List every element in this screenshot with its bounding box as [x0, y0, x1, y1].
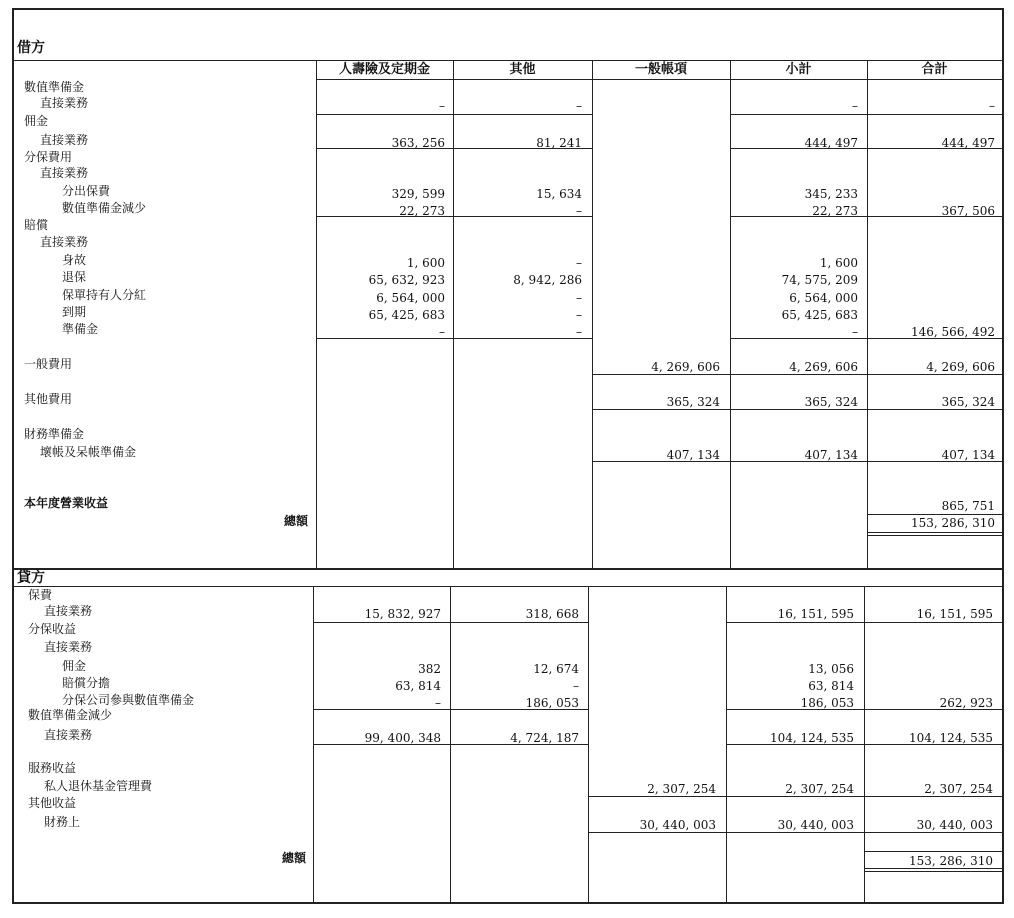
header-rule-top: [14, 60, 1002, 61]
cell-rule: [316, 114, 592, 115]
credit-row-label: 直接業務: [44, 604, 93, 618]
debit-cell-col3: –: [852, 325, 858, 339]
debit-cell-col0: 6, 564, 000: [376, 291, 445, 305]
cell-rule: [726, 622, 1002, 623]
credit-cell-col1: 4, 724, 187: [510, 731, 579, 745]
debit-row-label: 財務準備金: [24, 427, 85, 441]
credit-cell-col1: 186, 053: [525, 696, 579, 710]
debit-cell-col0: 22, 273: [399, 204, 445, 218]
debit-cell-col1: –: [576, 325, 582, 339]
debit-cell-col3: 345, 233: [804, 187, 858, 201]
total-underline: [864, 868, 1002, 869]
credit-row-label: 佣金: [62, 659, 87, 673]
credit-row-label: 私人退休基金管理費: [44, 779, 153, 793]
col-rule: [588, 586, 589, 902]
debit-row-label: 數值準備金: [24, 80, 85, 94]
credit-section-label: 貸方: [17, 570, 45, 586]
credit-cell-col2: 2, 307, 254: [647, 782, 716, 796]
debit-row-label: 直接業務: [40, 235, 89, 249]
credit-row-label: 分保收益: [28, 622, 77, 636]
debit-row-label: 佣金: [24, 114, 49, 128]
debit-cell-col4: 146, 566, 492: [911, 325, 995, 339]
cell-rule: [867, 514, 1002, 515]
debit-cell-col2: 365, 324: [666, 395, 720, 409]
credit-cell-col4: 262, 923: [939, 696, 993, 710]
debit-cell-col3: –: [852, 99, 858, 113]
total-underline: [867, 535, 1002, 536]
debit-row-label: 直接業務: [40, 96, 89, 110]
debit-row-label: 其他費用: [24, 392, 73, 406]
credit-cell-col3: 16, 151, 595: [777, 607, 854, 621]
debit-cell-col3: 365, 324: [804, 395, 858, 409]
debit-row-label: 到期: [62, 305, 87, 319]
cell-rule: [588, 832, 1002, 833]
debit-cell-col3: 4, 269, 606: [789, 360, 858, 374]
credit-cell-col0: 15, 832, 927: [364, 607, 441, 621]
credit-cell-col4: 30, 440, 003: [916, 818, 993, 832]
credit-row-label: 財務上: [44, 815, 81, 829]
debit-cell-col1: –: [576, 256, 582, 270]
credit-row-label: 數值準備金減少: [28, 708, 113, 722]
frame-top: [12, 8, 1004, 10]
credit-row-label: 其他收益: [28, 796, 77, 810]
debit-cell-col1: 81, 241: [536, 136, 582, 150]
debit-row-label: 分出保費: [62, 184, 111, 198]
debit-row-label: 保單持有人分紅: [62, 288, 147, 302]
cell-rule: [313, 622, 588, 623]
debit-cell-col1: 15, 634: [536, 187, 582, 201]
debit-cell-col3: 6, 564, 000: [789, 291, 858, 305]
debit-row-label: 直接業務: [40, 133, 89, 147]
debit-cell-col3: 407, 134: [804, 448, 858, 462]
debit-cell-col0: 65, 632, 923: [368, 273, 445, 287]
credit-cell-col3: 13, 056: [808, 662, 854, 676]
credit-cell-col0: 99, 400, 348: [364, 731, 441, 745]
debit-cell-col3: 1, 600: [819, 256, 858, 270]
debit-cell-col3: 22, 273: [812, 204, 858, 218]
debit-cell-col2: 4, 269, 606: [651, 360, 720, 374]
debit-row-label: 準備金: [62, 322, 99, 336]
credit-cell-col0: –: [435, 696, 441, 710]
debit-cell-col1: –: [576, 204, 582, 218]
header-life-insurance: 人壽險及定期金: [338, 62, 430, 77]
credit-cell-col4: 104, 124, 535: [909, 731, 993, 745]
credit-row-label: 直接業務: [44, 728, 93, 742]
debit-cell-col0: 329, 599: [391, 187, 445, 201]
credit-cell-col0: 63, 814: [395, 679, 441, 693]
credit-cell-col3: 104, 124, 535: [770, 731, 854, 745]
credit-row-label: 直接業務: [44, 640, 93, 654]
frame-right: [1002, 8, 1004, 904]
total-underline: [867, 532, 1002, 533]
debit-total-label: 總額: [284, 514, 309, 528]
debit-cell-col3: 65, 425, 683: [781, 308, 858, 322]
debit-cell-col1: –: [576, 308, 582, 322]
credit-row-label: 保費: [28, 588, 53, 602]
debit-cell-col4: 367, 506: [941, 204, 995, 218]
debit-cell-col4: 865, 751: [941, 499, 995, 513]
cell-rule: [730, 114, 1002, 115]
frame-left: [12, 8, 14, 904]
credit-header-rule: [14, 586, 1002, 587]
debit-row-label: 分保費用: [24, 150, 73, 164]
debit-cell-col0: 363, 256: [391, 136, 445, 150]
debit-cell-col1: –: [576, 291, 582, 305]
header-rule-bottom: [316, 79, 1002, 80]
credit-cell-col3: 186, 053: [800, 696, 854, 710]
header-general-account: 一般帳項: [634, 62, 687, 77]
debit-row-label: 賠償: [24, 218, 49, 232]
col-rule: [592, 60, 593, 568]
debit-row-label: 身故: [62, 253, 87, 267]
debit-row-label: 退保: [62, 270, 87, 284]
debit-cell-col1: –: [576, 99, 582, 113]
credit-cell-col1: –: [573, 679, 579, 693]
credit-row-label: 分保公司參與數值準備金: [62, 693, 195, 707]
section-divider: [14, 568, 1002, 570]
debit-cell-col2: 407, 134: [666, 448, 720, 462]
credit-cell-col2: 30, 440, 003: [639, 818, 716, 832]
header-total: 合計: [921, 62, 948, 77]
debit-row-label: 直接業務: [40, 166, 89, 180]
credit-total-label: 總額: [282, 851, 307, 865]
cell-rule: [592, 409, 1002, 410]
debit-row-label: 一般費用: [24, 357, 73, 371]
header-subtotal: 小計: [785, 62, 812, 77]
debit-row-label: 壞帳及呆帳準備金: [40, 445, 137, 459]
total-underline: [864, 871, 1002, 872]
debit-row-label: 本年度營業收益: [24, 496, 109, 510]
credit-cell-col1: 12, 674: [533, 662, 579, 676]
credit-row-label: 賠償分擔: [62, 676, 111, 690]
cell-rule: [864, 851, 1002, 852]
credit-cell-col3: 30, 440, 003: [777, 818, 854, 832]
credit-cell-col1: 318, 668: [525, 607, 579, 621]
credit-cell-col0: 382: [418, 662, 441, 676]
cell-rule: [588, 796, 1002, 797]
debit-cell-col0: –: [439, 99, 445, 113]
debit-cell-col4: 365, 324: [941, 395, 995, 409]
debit-cell-col3: 444, 497: [804, 136, 858, 150]
credit-total-value: 153, 286, 310: [909, 854, 993, 868]
credit-cell-col4: 16, 151, 595: [916, 607, 993, 621]
debit-total-value: 153, 286, 310: [911, 516, 995, 530]
debit-cell-col4: 4, 269, 606: [926, 360, 995, 374]
debit-cell-col4: 407, 134: [941, 448, 995, 462]
debit-cell-col0: 1, 600: [406, 256, 445, 270]
debit-cell-col0: –: [439, 325, 445, 339]
debit-cell-col1: 8, 942, 286: [513, 273, 582, 287]
debit-section-label: 借方: [17, 40, 45, 56]
credit-cell-col4: 2, 307, 254: [924, 782, 993, 796]
header-other: 其他: [509, 62, 536, 77]
debit-cell-col4: 444, 497: [941, 136, 995, 150]
frame-bottom: [12, 902, 1004, 904]
credit-cell-col3: 63, 814: [808, 679, 854, 693]
debit-cell-col4: –: [989, 99, 995, 113]
cell-rule: [592, 374, 1002, 375]
debit-cell-col0: 65, 425, 683: [368, 308, 445, 322]
debit-cell-col3: 74, 575, 209: [781, 273, 858, 287]
debit-row-label: 數值準備金減少: [62, 201, 147, 215]
credit-row-label: 服務收益: [28, 761, 77, 775]
credit-cell-col3: 2, 307, 254: [785, 782, 854, 796]
